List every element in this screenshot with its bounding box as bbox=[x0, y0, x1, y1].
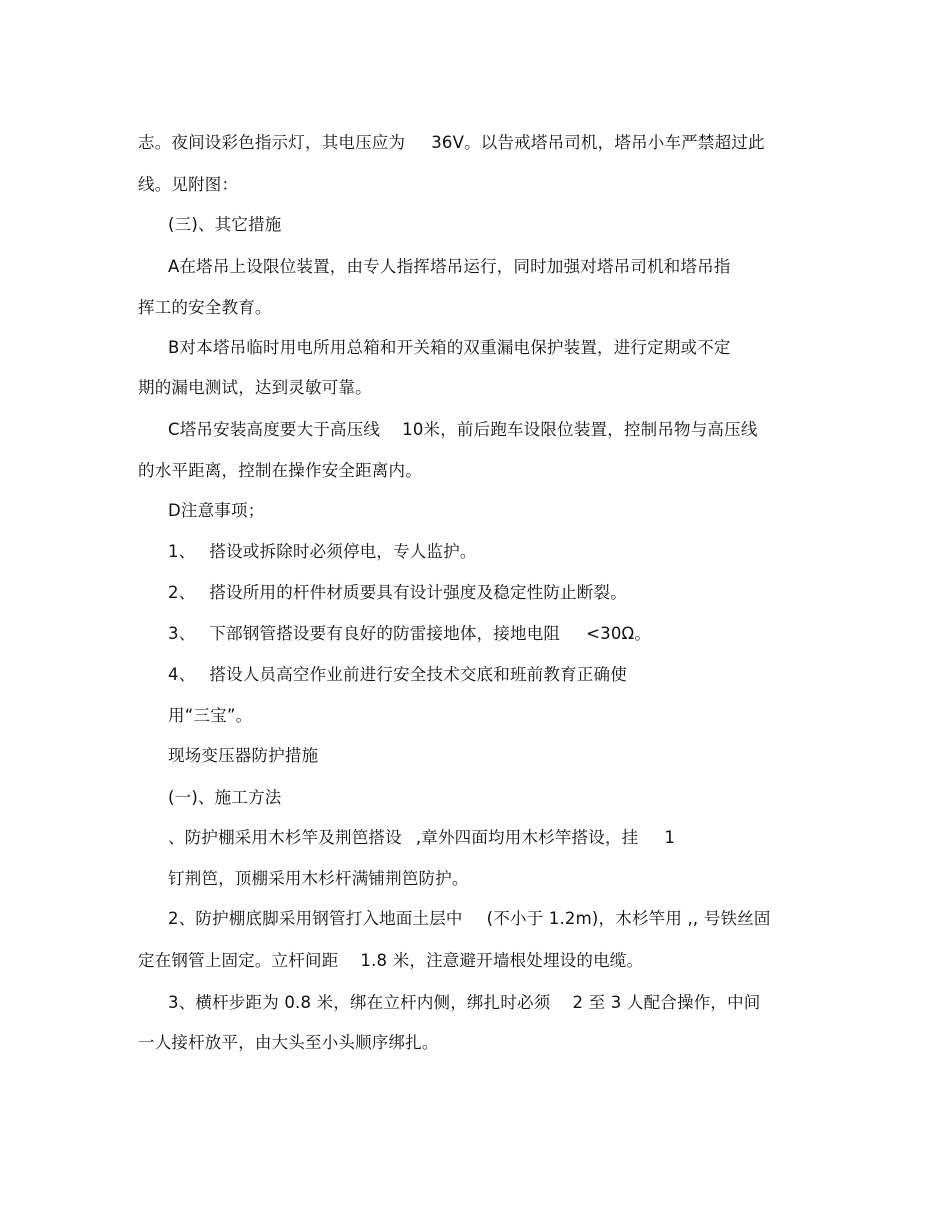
text-segment: D注意事项； bbox=[168, 501, 265, 520]
text-segment: 一人接杆放平，由大头至小头顺序绑扎。 bbox=[138, 1033, 439, 1052]
text-segment: 期的漏电测试，达到灵敏可靠。 bbox=[138, 378, 372, 397]
paragraph-line bbox=[138, 950, 643, 972]
text-segment: 、防护棚采用木杉竿及荆笆搭设 bbox=[168, 828, 402, 847]
text-segment: (三)、其它措施 bbox=[168, 215, 282, 234]
list-number: 3、 bbox=[168, 624, 196, 643]
text-segment: ,章外四面均用木杉竿搭设，挂 bbox=[415, 828, 639, 847]
text-segment: 36V。以告戒塔吊司机，塔吊小车严禁超过此 bbox=[431, 133, 765, 152]
text-segment: 1.8 米，注意避开墙根处埋设的电缆。 bbox=[360, 951, 644, 970]
text-segment: B对本塔吊临时用电所用总箱和开关箱的双重漏电保护装置，进行定期或不定 bbox=[168, 338, 731, 357]
list-number: 4、 bbox=[168, 665, 196, 684]
paragraph-line bbox=[168, 705, 252, 727]
text-segment: 搭设所用的杆件材质要具有设计强度及稳定性防止断裂。 bbox=[209, 583, 627, 602]
paragraph-line bbox=[138, 132, 765, 154]
section-heading bbox=[168, 500, 264, 522]
text-segment: 2 至 3 人配合操作，中间 bbox=[572, 993, 761, 1012]
text-segment: <30Ω。 bbox=[586, 624, 652, 643]
paragraph-line bbox=[138, 460, 422, 482]
paragraph-line bbox=[138, 297, 272, 319]
text-segment: 挥工的安全教育。 bbox=[138, 298, 272, 317]
list-item bbox=[168, 582, 627, 604]
text-segment: A在塔吊上设限位装置，由专人指挥塔吊运行，同时加强对塔吊司机和塔吊指 bbox=[168, 257, 731, 276]
list-item bbox=[168, 664, 627, 686]
text-segment: 1 bbox=[664, 828, 676, 847]
text-segment: 用“三宝”。 bbox=[168, 706, 253, 725]
text-segment: 现场变压器防护措施 bbox=[168, 746, 319, 765]
text-segment: 定在钢管上固定。立杆间距 bbox=[138, 951, 339, 970]
section-heading bbox=[168, 787, 281, 809]
text-segment: (不小于 1.2m)，木杉竿用 ,, 号铁丝固 bbox=[486, 909, 771, 928]
text-segment: C塔吊安装高度要大于高压线 bbox=[168, 420, 381, 439]
paragraph-line bbox=[168, 827, 675, 849]
paragraph-line bbox=[138, 174, 238, 196]
paragraph-line bbox=[168, 992, 760, 1014]
paragraph-line bbox=[168, 256, 731, 278]
list-item bbox=[168, 623, 651, 645]
text-segment: 线。见附图： bbox=[138, 175, 239, 194]
text-segment: 钉荆笆，顶棚采用木杉杆满铺荆笆防护。 bbox=[168, 869, 469, 888]
text-segment: 2、防护棚底脚采用钢管打入地面土层中 bbox=[168, 909, 463, 928]
text-segment: 下部钢管搭设要有良好的防雷接地体，接地电阻 bbox=[209, 624, 561, 643]
text-segment: 3、横杆步距为 0.8 米，绑在立杆内侧，绑扎时必须 bbox=[168, 993, 551, 1012]
paragraph-line bbox=[168, 908, 771, 930]
paragraph-line bbox=[138, 377, 372, 399]
text-segment: 搭设或拆除时必须停电，专人监护。 bbox=[209, 542, 477, 561]
section-heading bbox=[168, 745, 318, 767]
list-number: 1、 bbox=[168, 542, 196, 561]
text-segment: (一)、施工方法 bbox=[168, 788, 282, 807]
text-segment: 搭设人员高空作业前进行安全技术交底和班前教育正确使 bbox=[209, 665, 627, 684]
list-item bbox=[168, 541, 477, 563]
text-segment: 的水平距离，控制在操作安全距离内。 bbox=[138, 461, 422, 480]
text-segment: 志。夜间设彩色指示灯，其电压应为 bbox=[138, 133, 406, 152]
paragraph-line bbox=[168, 419, 758, 441]
paragraph-line bbox=[168, 337, 731, 359]
paragraph-line bbox=[168, 868, 469, 890]
paragraph-line bbox=[138, 1032, 439, 1054]
section-heading bbox=[168, 214, 281, 236]
list-number: 2、 bbox=[168, 583, 196, 602]
text-segment: 10米，前后跑车设限位装置，控制吊物与高压线 bbox=[402, 420, 758, 439]
